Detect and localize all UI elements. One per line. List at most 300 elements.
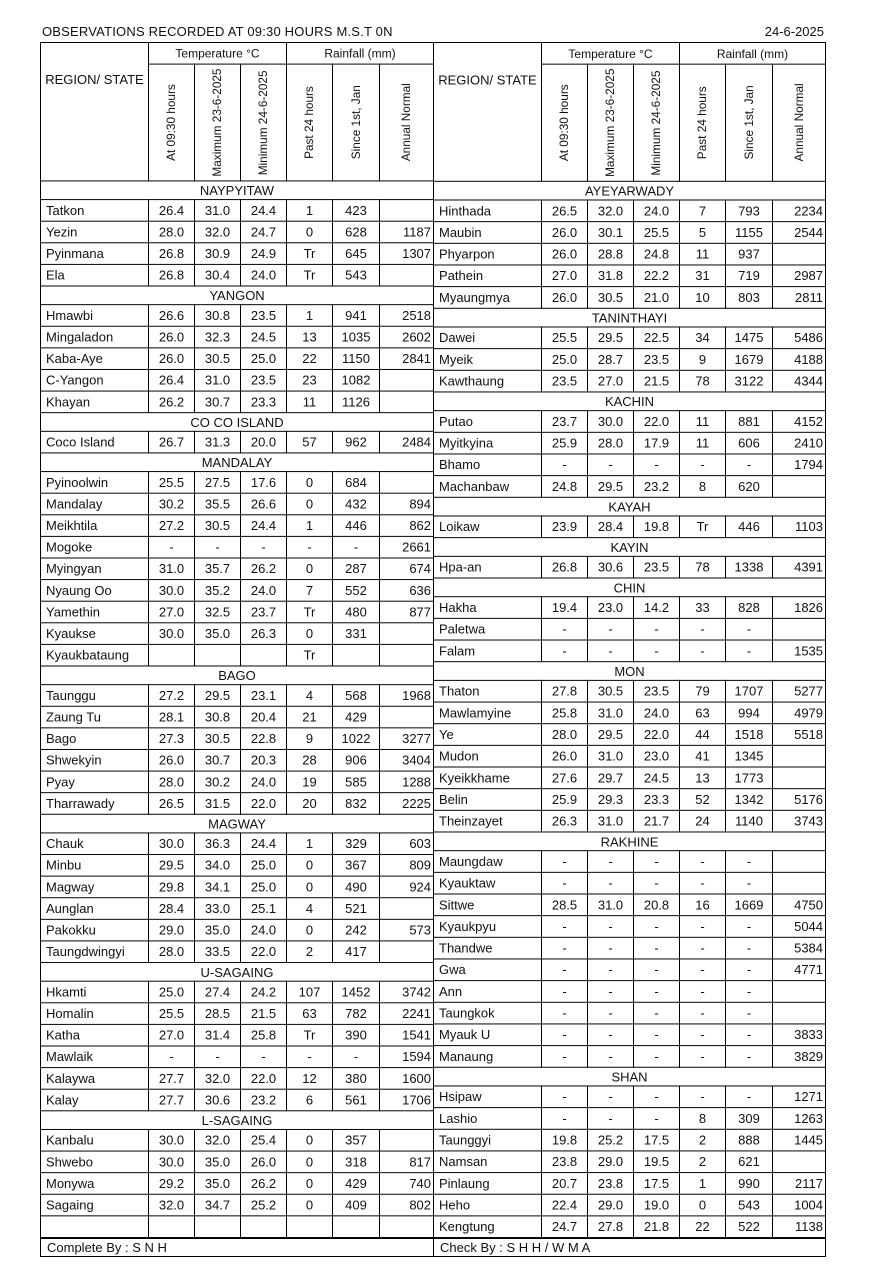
temp-at-0930: 29.2	[149, 1173, 195, 1195]
section-header-row	[434, 578, 826, 597]
section-name: TANINTHAYI	[434, 308, 826, 327]
station-name: Khayan	[41, 391, 149, 413]
temp-minimum: -	[634, 1046, 680, 1068]
temp-minimum: 22.0	[241, 1068, 287, 1090]
temp-minimum: 25.4	[241, 1129, 287, 1151]
temp-at-0930: 27.7	[149, 1089, 195, 1111]
temp-maximum: 30.7	[195, 749, 241, 771]
temp-maximum: -	[588, 959, 634, 981]
rain-past-24h: -	[680, 618, 726, 640]
rain-past-24h: 2	[680, 1129, 726, 1151]
rain-annual-normal: 894	[380, 493, 434, 515]
rain-annual-normal: 1103	[773, 516, 826, 538]
station-row	[434, 327, 826, 349]
since-jan-header-text: Since 1st, Jan	[348, 85, 363, 160]
rain-annual-normal: 3743	[773, 810, 826, 832]
rain-past-24h: -	[680, 1046, 726, 1068]
temp-minimum: 19.0	[634, 1194, 680, 1216]
rain-since-jan: 423	[333, 200, 380, 222]
rain-annual-normal: 2544	[773, 222, 826, 244]
station-name: Manaung	[434, 1046, 542, 1068]
temp-at-0930: 24.8	[542, 476, 588, 498]
rain-past-24h: 12	[287, 1068, 333, 1090]
station-name: Kanbalu	[41, 1129, 149, 1151]
temp-at-0930: 26.0	[149, 326, 195, 348]
station-name: Dawei	[434, 327, 542, 349]
minimum-header-text: Minimum 24-6-2025	[256, 70, 270, 175]
temp-maximum: -	[588, 937, 634, 959]
temp-at-0930: 22.4	[542, 1194, 588, 1216]
rain-past-24h: 22	[680, 1216, 726, 1238]
station-name: Hsipaw	[434, 1086, 542, 1108]
temp-at-0930: 28.0	[149, 221, 195, 243]
section-name: NAYPYITAW	[41, 181, 434, 200]
station-name: Kengtung	[434, 1216, 542, 1238]
station-name: Heho	[434, 1194, 542, 1216]
rain-since-jan: -	[726, 916, 773, 938]
rain-annual-normal: 2410	[773, 432, 826, 454]
station-name: Nyaung Oo	[41, 580, 149, 602]
rain-since-jan: 1126	[333, 391, 380, 413]
rain-since-jan: 888	[726, 1129, 773, 1151]
temp-at-0930: -	[149, 536, 195, 558]
rain-since-jan: -	[726, 981, 773, 1003]
station-row	[41, 326, 434, 348]
temp-maximum: 23.8	[588, 1173, 634, 1195]
station-row	[41, 348, 434, 370]
station-name: Myaungmya	[434, 287, 542, 309]
rain-annual-normal: 1826	[773, 597, 826, 619]
minimum-header-text: Minimum 24-6-2025	[649, 70, 663, 176]
rain-since-jan: 620	[726, 476, 773, 498]
rain-past-24h: 13	[680, 767, 726, 789]
past-24-hours-header	[680, 64, 726, 181]
temp-maximum: 25.2	[588, 1129, 634, 1151]
rain-past-24h: 0	[287, 472, 333, 494]
station-row	[434, 476, 826, 498]
temp-at-0930: 25.9	[542, 789, 588, 811]
rain-since-jan: -	[333, 536, 380, 558]
station-name: Ela	[41, 264, 149, 286]
station-name: Machanbaw	[434, 476, 542, 498]
temp-minimum: 20.4	[241, 706, 287, 728]
rain-since-jan: 606	[726, 432, 773, 454]
section-name: CO CO ISLAND	[41, 413, 434, 432]
station-name	[41, 1216, 149, 1238]
rain-since-jan: 429	[333, 706, 380, 728]
temp-at-0930: -	[542, 959, 588, 981]
temp-at-0930: 27.7	[149, 1068, 195, 1090]
temp-at-0930: 26.4	[149, 200, 195, 222]
rain-since-jan: -	[726, 640, 773, 662]
rain-since-jan: 446	[726, 516, 773, 538]
temp-minimum: 24.4	[241, 515, 287, 537]
station-name: Maubin	[434, 222, 542, 244]
temp-minimum: 21.5	[634, 370, 680, 392]
station-name: Hakha	[434, 597, 542, 619]
rain-annual-normal	[380, 472, 434, 494]
rain-since-jan: -	[726, 1086, 773, 1108]
section-name: BAGO	[41, 666, 434, 685]
temp-minimum: 22.2	[634, 265, 680, 287]
temp-maximum: 31.0	[195, 200, 241, 222]
rain-annual-normal: 636	[380, 580, 434, 602]
station-row	[434, 287, 826, 309]
station-row	[434, 1024, 826, 1046]
station-row	[41, 601, 434, 623]
temp-at-0930: 30.0	[149, 1129, 195, 1151]
temp-minimum: 20.0	[241, 431, 287, 453]
report-title: OBSERVATIONS RECORDED AT 09:30 HOURS M.S.T 0N	[42, 24, 393, 39]
station-row	[41, 919, 434, 941]
rain-since-jan: 390	[333, 1024, 380, 1046]
temp-at-0930: 26.4	[149, 369, 195, 391]
rain-annual-normal: 1706	[380, 1089, 434, 1111]
temp-at-0930: 25.9	[542, 432, 588, 454]
station-row	[41, 1046, 434, 1068]
report-header	[40, 24, 826, 42]
rain-annual-normal: 603	[380, 833, 434, 855]
temp-at-0930: 25.5	[542, 327, 588, 349]
temp-at-0930: 26.0	[542, 222, 588, 244]
station-row	[41, 793, 434, 815]
rain-annual-normal: 809	[380, 855, 434, 877]
station-name: Sittwe	[434, 894, 542, 916]
rain-since-jan: 309	[726, 1108, 773, 1130]
temp-at-0930: 26.5	[149, 793, 195, 815]
temp-maximum: -	[588, 454, 634, 476]
rain-since-jan: 803	[726, 287, 773, 309]
rain-since-jan: 828	[726, 597, 773, 619]
rain-since-jan: 3122	[726, 370, 773, 392]
rain-past-24h: 0	[287, 623, 333, 645]
temp-at-0930: 30.0	[149, 580, 195, 602]
rain-annual-normal: 2841	[380, 348, 434, 370]
station-row	[434, 618, 826, 640]
temp-minimum: -	[634, 640, 680, 662]
temp-at-0930: 19.4	[542, 597, 588, 619]
station-row	[434, 745, 826, 767]
rain-past-24h: 0	[287, 558, 333, 580]
rain-past-24h: 44	[680, 724, 726, 746]
station-row	[41, 580, 434, 602]
rain-since-jan: 684	[333, 472, 380, 494]
temp-maximum: -	[588, 1002, 634, 1024]
station-row	[434, 1002, 826, 1024]
temp-maximum: 30.5	[195, 515, 241, 537]
station-row	[434, 1151, 826, 1173]
rain-past-24h: 1	[287, 833, 333, 855]
station-name: Falam	[434, 640, 542, 662]
temp-at-0930: 27.0	[149, 601, 195, 623]
rain-annual-normal	[380, 644, 434, 666]
temp-maximum: 27.4	[195, 981, 241, 1003]
temp-maximum: 28.0	[588, 432, 634, 454]
section-name: KACHIN	[434, 392, 826, 411]
rain-past-24h: 5	[680, 222, 726, 244]
rain-annual-normal: 4188	[773, 349, 826, 371]
station-row	[434, 1216, 826, 1238]
section-name: AYEYARWADY	[434, 181, 826, 200]
station-name: Meikhtila	[41, 515, 149, 537]
rain-annual-normal: 2518	[380, 305, 434, 327]
rain-annual-normal: 817	[380, 1151, 434, 1173]
temperature-group-header: Temperature °C	[149, 42, 287, 64]
rain-annual-normal: 4344	[773, 370, 826, 392]
rain-annual-normal: 2234	[773, 200, 826, 222]
station-name: Hpa-an	[434, 556, 542, 578]
station-row	[434, 640, 826, 662]
section-header-row	[434, 832, 826, 851]
rain-annual-normal	[380, 1216, 434, 1238]
temp-at-0930: 25.0	[542, 349, 588, 371]
temp-maximum: 28.5	[195, 1003, 241, 1025]
temp-at-0930: 28.5	[542, 894, 588, 916]
temp-minimum: 25.2	[241, 1194, 287, 1216]
rain-past-24h: 4	[287, 685, 333, 707]
rain-past-24h: 7	[287, 580, 333, 602]
station-name: Coco Island	[41, 431, 149, 453]
rain-annual-normal: 1307	[380, 243, 434, 265]
rain-annual-normal	[380, 941, 434, 963]
temp-minimum: 26.2	[241, 1173, 287, 1195]
rain-past-24h: 6	[287, 1089, 333, 1111]
section-header-row	[434, 308, 826, 327]
temp-minimum: 21.7	[634, 810, 680, 832]
station-name: Lashio	[434, 1108, 542, 1130]
rain-past-24h: 11	[680, 432, 726, 454]
temp-at-0930: 23.7	[542, 411, 588, 433]
temp-at-0930: -	[542, 1108, 588, 1130]
rain-annual-normal: 1594	[380, 1046, 434, 1068]
station-row	[434, 1173, 826, 1195]
temp-at-0930: 28.0	[149, 941, 195, 963]
temp-at-0930: -	[542, 640, 588, 662]
rain-past-24h: 13	[287, 326, 333, 348]
temp-at-0930: 31.0	[149, 558, 195, 580]
station-name: Kyauktaw	[434, 872, 542, 894]
temp-at-0930: -	[542, 937, 588, 959]
temp-minimum	[241, 1216, 287, 1238]
rain-annual-normal	[380, 200, 434, 222]
rain-past-24h: 1	[287, 305, 333, 327]
station-name: Mandalay	[41, 493, 149, 515]
temp-minimum: 26.0	[241, 1151, 287, 1173]
rain-since-jan: 521	[333, 898, 380, 920]
station-name: Shwebo	[41, 1151, 149, 1173]
temp-minimum: 24.2	[241, 981, 287, 1003]
rain-past-24h: Tr	[287, 243, 333, 265]
rain-past-24h: 10	[680, 287, 726, 309]
rain-past-24h: 0	[287, 1151, 333, 1173]
temp-maximum: 30.8	[195, 706, 241, 728]
station-name: Mawlamyine	[434, 702, 542, 724]
station-row	[41, 898, 434, 920]
rain-annual-normal: 1138	[773, 1216, 826, 1238]
temp-maximum: -	[588, 1024, 634, 1046]
station-name: Putao	[434, 411, 542, 433]
rain-since-jan: 1022	[333, 728, 380, 750]
rain-annual-normal: 3742	[380, 981, 434, 1003]
rain-past-24h: 0	[287, 855, 333, 877]
rain-past-24h: 52	[680, 789, 726, 811]
temp-at-0930: 32.0	[149, 1194, 195, 1216]
rain-since-jan: 1082	[333, 369, 380, 391]
rain-since-jan: 793	[726, 200, 773, 222]
rain-since-jan: 543	[726, 1194, 773, 1216]
rain-annual-normal	[380, 623, 434, 645]
rain-since-jan: 552	[333, 580, 380, 602]
station-row	[41, 1024, 434, 1046]
temp-at-0930: 28.1	[149, 706, 195, 728]
temp-at-0930: 19.8	[542, 1129, 588, 1151]
rain-past-24h: 31	[680, 265, 726, 287]
temp-at-0930: -	[542, 872, 588, 894]
rain-past-24h	[287, 1216, 333, 1238]
temp-at-0930: 28.4	[149, 898, 195, 920]
temp-at-0930: 29.5	[149, 855, 195, 877]
rain-past-24h: 9	[680, 349, 726, 371]
temp-minimum: 25.0	[241, 855, 287, 877]
temp-minimum: 24.0	[241, 264, 287, 286]
rain-annual-normal: 1541	[380, 1024, 434, 1046]
temp-minimum: -	[634, 937, 680, 959]
rain-past-24h: 1	[287, 515, 333, 537]
temp-at-0930: -	[542, 618, 588, 640]
temp-at-0930: 25.5	[149, 472, 195, 494]
station-name: Hmawbi	[41, 305, 149, 327]
temp-at-0930: 26.8	[149, 243, 195, 265]
temp-maximum: 32.0	[588, 200, 634, 222]
temp-maximum: -	[588, 1086, 634, 1108]
station-row	[434, 937, 826, 959]
temp-maximum: 29.7	[588, 767, 634, 789]
temp-at-0930: 26.0	[542, 287, 588, 309]
rain-annual-normal: 2484	[380, 431, 434, 453]
rain-since-jan: 1773	[726, 767, 773, 789]
station-row	[41, 264, 434, 286]
temp-minimum: 23.5	[634, 349, 680, 371]
station-name: Phyarpon	[434, 243, 542, 265]
temp-at-0930: 29.0	[149, 919, 195, 941]
section-name: YANGON	[41, 286, 434, 305]
temp-minimum: 17.5	[634, 1173, 680, 1195]
station-row	[434, 810, 826, 832]
rain-past-24h: -	[680, 872, 726, 894]
station-row	[41, 369, 434, 391]
rain-past-24h: 20	[287, 793, 333, 815]
temp-minimum: -	[634, 981, 680, 1003]
header-row-groups	[41, 42, 434, 64]
station-name: Namsan	[434, 1151, 542, 1173]
temp-minimum: 21.5	[241, 1003, 287, 1025]
rainfall-group-header: Rainfall (mm)	[680, 42, 826, 64]
rain-past-24h: Tr	[287, 264, 333, 286]
temp-maximum: 30.5	[588, 680, 634, 702]
rain-since-jan: 906	[333, 749, 380, 771]
temp-minimum: 24.4	[241, 833, 287, 855]
station-row	[434, 370, 826, 392]
rain-annual-normal: 674	[380, 558, 434, 580]
rain-past-24h: -	[680, 640, 726, 662]
maximum-header-text: Maximum 23-6-2025	[603, 68, 617, 177]
rain-since-jan: -	[726, 1046, 773, 1068]
station-name: Monywa	[41, 1173, 149, 1195]
temp-minimum: 23.2	[634, 476, 680, 498]
temp-maximum: 29.0	[588, 1151, 634, 1173]
section-header-row	[41, 963, 434, 982]
rain-since-jan: 1140	[726, 810, 773, 832]
rain-annual-normal	[773, 243, 826, 265]
temp-at-0930: 27.6	[542, 767, 588, 789]
rain-annual-normal: 5176	[773, 789, 826, 811]
rain-since-jan: 380	[333, 1068, 380, 1090]
station-row	[434, 981, 826, 1003]
station-row	[434, 959, 826, 981]
rain-annual-normal: 5486	[773, 327, 826, 349]
temp-at-0930: 26.0	[149, 749, 195, 771]
temp-maximum: 35.2	[195, 580, 241, 602]
rain-past-24h: Tr	[287, 644, 333, 666]
temp-at-0930: 27.2	[149, 515, 195, 537]
temp-minimum: -	[634, 916, 680, 938]
temp-minimum: 26.2	[241, 558, 287, 580]
rain-past-24h: Tr	[680, 516, 726, 538]
rain-since-jan: -	[726, 1024, 773, 1046]
station-row	[41, 1129, 434, 1151]
station-name: Mawlaik	[41, 1046, 149, 1068]
station-name: Pyinmana	[41, 243, 149, 265]
rain-past-24h: 22	[287, 348, 333, 370]
rain-annual-normal: 2241	[380, 1003, 434, 1025]
rain-past-24h: -	[680, 981, 726, 1003]
rain-past-24h: 11	[680, 243, 726, 265]
temp-maximum: -	[588, 872, 634, 894]
temp-maximum: 32.3	[195, 326, 241, 348]
past-24-hours-header-text: Past 24 hours	[302, 86, 316, 159]
station-name: Shwekyin	[41, 749, 149, 771]
rain-since-jan: -	[726, 851, 773, 873]
rain-since-jan: 409	[333, 1194, 380, 1216]
temp-at-0930: 27.0	[542, 265, 588, 287]
rain-since-jan: 719	[726, 265, 773, 287]
rain-past-24h: 19	[287, 771, 333, 793]
temp-minimum: 23.3	[634, 789, 680, 811]
temp-at-0930: 26.8	[542, 556, 588, 578]
station-name: Homalin	[41, 1003, 149, 1025]
temp-maximum: 23.0	[588, 597, 634, 619]
right-table-panel	[433, 42, 826, 1238]
section-header-row	[434, 497, 826, 516]
rain-since-jan	[333, 644, 380, 666]
station-name: Yamethin	[41, 601, 149, 623]
station-row	[434, 851, 826, 873]
temp-at-0930: -	[542, 1002, 588, 1024]
section-header-row	[41, 814, 434, 833]
station-row	[41, 771, 434, 793]
temp-minimum: 25.1	[241, 898, 287, 920]
temp-maximum: 35.0	[195, 623, 241, 645]
rain-past-24h: 0	[287, 1194, 333, 1216]
temp-minimum: 23.1	[241, 685, 287, 707]
section-header-row	[41, 666, 434, 685]
rain-past-24h: 11	[680, 411, 726, 433]
temp-maximum: 31.0	[588, 810, 634, 832]
temp-at-0930: 30.0	[149, 1151, 195, 1173]
station-row	[41, 243, 434, 265]
rain-since-jan: 318	[333, 1151, 380, 1173]
temp-maximum: 31.3	[195, 431, 241, 453]
